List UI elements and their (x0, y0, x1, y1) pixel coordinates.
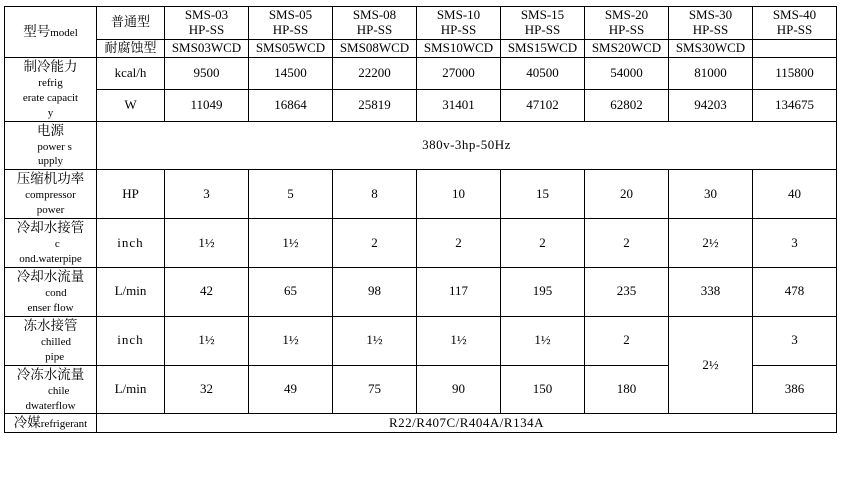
cell-model-corrosion-4: SMS15WCD (501, 39, 585, 57)
row-label-chilled-flow-cn: 冷冻水流量 (16, 366, 85, 382)
table-row-capacity-kcal (5, 57, 837, 89)
cell-cond-water-pipe-1: 1½ (249, 219, 333, 268)
row-label-compressor-cn: 压缩机功率 (16, 171, 85, 187)
table-row-model-normal (5, 7, 837, 40)
row-label-model-cn: 型号 (23, 23, 51, 39)
cell-condenser-flow-2: 98 (333, 268, 417, 317)
cell-condenser-flow-7: 478 (753, 268, 837, 317)
table-row-compressor (5, 170, 837, 219)
row-label-condenser-flow-en: cond enser flow (27, 286, 74, 314)
row-label-capacity (5, 57, 97, 121)
cell-capacity-kcal-6: 81000 (669, 57, 753, 89)
row-label-model-en: model (50, 26, 78, 39)
cell-unit-condenser-flow: L/min (97, 268, 165, 317)
cell-condenser-flow-1: 65 (249, 268, 333, 317)
cell-compressor-1: 5 (249, 170, 333, 219)
cell-chilled-flow-1: 49 (249, 365, 333, 414)
table-row-model-corrosion (5, 39, 837, 57)
cell-cond-water-pipe-7: 3 (753, 219, 837, 268)
cell-capacity-kcal-7: 115800 (753, 57, 837, 89)
cell-capacity-kcal-4: 40500 (501, 57, 585, 89)
row-label-compressor (5, 170, 97, 219)
row-label-chilled-pipe (5, 316, 97, 365)
cell-model-corrosion-3: SMS10WCD (417, 39, 501, 57)
row-label-capacity-en: refrig erate capacit y (22, 76, 79, 119)
cell-chilled-flow-4: 150 (501, 365, 585, 414)
row-label-chilled-flow (5, 365, 97, 414)
table-row-refrigerant (5, 414, 837, 433)
cell-cond-water-pipe-5: 2 (585, 219, 669, 268)
cell-unit-w: W (97, 89, 165, 121)
table-row-condenser-flow (5, 268, 837, 317)
cell-chilled-flow-7: 386 (753, 365, 837, 414)
cell-model-normal-0: SMS-03 HP-SS (165, 7, 249, 40)
row-label-cond-water-pipe-en: c ond.waterpipe (19, 238, 82, 266)
cell-chilled-pipe-0: 1½ (165, 316, 249, 365)
cell-capacity-kcal-1: 14500 (249, 57, 333, 89)
cell-model-corrosion-6: SMS30WCD (669, 39, 753, 57)
cell-chilled-flow-2: 75 (333, 365, 417, 414)
cell-capacity-w-5: 62802 (585, 89, 669, 121)
cell-chilled-pipe-4: 1½ (501, 316, 585, 365)
cell-model-corrosion-5: SMS20WCD (585, 39, 669, 57)
cell-chilled-flow-0: 32 (165, 365, 249, 414)
cell-capacity-kcal-0: 9500 (165, 57, 249, 89)
cell-capacity-kcal-3: 27000 (417, 57, 501, 89)
cell-compressor-6: 30 (669, 170, 753, 219)
cell-model-normal-2: SMS-08 HP-SS (333, 7, 417, 40)
cell-condenser-flow-0: 42 (165, 268, 249, 317)
cell-model-normal-1: SMS-05 HP-SS (249, 7, 333, 40)
row-label-chilled-pipe-cn: 冻水接管 (23, 317, 78, 333)
cell-model-normal-3: SMS-10 HP-SS (417, 7, 501, 40)
cell-refrigerant-value: R22/R407C/R404A/R134A (97, 414, 837, 433)
cell-model-normal-6: SMS-30 HP-SS (669, 7, 753, 40)
cell-capacity-kcal-2: 22200 (333, 57, 417, 89)
row-label-condenser-flow (5, 268, 97, 317)
cell-condenser-flow-4: 195 (501, 268, 585, 317)
cell-condenser-flow-6: 338 (669, 268, 753, 317)
cell-cond-water-pipe-6: 2½ (669, 219, 753, 268)
table-row-power-supply (5, 121, 837, 170)
cell-model-normal-5: SMS-20 HP-SS (585, 7, 669, 40)
cell-normal-type: 普通型 (97, 7, 165, 40)
cell-model-corrosion-7 (753, 39, 837, 57)
cell-unit-compressor: HP (97, 170, 165, 219)
cell-compressor-7: 40 (753, 170, 837, 219)
row-label-chilled-flow-en: chile dwaterflow (25, 384, 76, 412)
cell-capacity-kcal-5: 54000 (585, 57, 669, 89)
cell-model-corrosion-0: SMS03WCD (165, 39, 249, 57)
cell-compressor-0: 3 (165, 170, 249, 219)
cell-chilled-pipe-2: 1½ (333, 316, 417, 365)
cell-chilled-flow-3: 90 (417, 365, 501, 414)
cell-cond-water-pipe-4: 2 (501, 219, 585, 268)
cell-power-supply-value: 380v-3hp-50Hz (97, 121, 837, 170)
cell-capacity-w-7: 134675 (753, 89, 837, 121)
cell-capacity-w-3: 31401 (417, 89, 501, 121)
cell-corrosion-type: 耐腐蚀型 (97, 39, 165, 57)
specification-table (4, 6, 837, 433)
row-label-cond-water-pipe (5, 219, 97, 268)
cell-compressor-4: 15 (501, 170, 585, 219)
cell-capacity-w-2: 25819 (333, 89, 417, 121)
cell-unit-kcal: kcal/h (97, 57, 165, 89)
row-label-capacity-cn: 制冷能力 (23, 58, 78, 74)
row-label-refrigerant (5, 414, 97, 433)
cell-capacity-w-6: 94203 (669, 89, 753, 121)
cell-cond-water-pipe-3: 2 (417, 219, 501, 268)
cell-model-normal-4: SMS-15 HP-SS (501, 7, 585, 40)
cell-chilled-pipe-1: 1½ (249, 316, 333, 365)
table-row-capacity-w (5, 89, 837, 121)
cell-chilled-pipe-5: 2 (585, 316, 669, 365)
row-label-compressor-en: compressor power (25, 189, 76, 217)
cell-model-corrosion-1: SMS05WCD (249, 39, 333, 57)
cell-unit-chilled-flow: L/min (97, 365, 165, 414)
cell-condenser-flow-5: 235 (585, 268, 669, 317)
cell-model-normal-7: SMS-40 HP-SS (753, 7, 837, 40)
row-label-power-supply-en: power s upply (29, 140, 72, 168)
row-label-refrigerant-en: refrigerant (40, 418, 88, 431)
table-row-chilled-pipe (5, 316, 837, 365)
cell-unit-cond-water-pipe: inch (97, 219, 165, 268)
cell-unit-chilled-pipe: inch (97, 316, 165, 365)
cell-chilled-flow-5: 180 (585, 365, 669, 414)
row-label-chilled-pipe-en: chilled pipe (30, 335, 71, 363)
cell-chilled-pipe-7: 3 (753, 316, 837, 365)
cell-compressor-3: 10 (417, 170, 501, 219)
table-row-cond-water-pipe (5, 219, 837, 268)
cell-capacity-w-1: 16864 (249, 89, 333, 121)
row-label-power-supply-cn: 电源 (37, 122, 64, 138)
row-label-cond-water-pipe-cn: 冷却水接管 (16, 220, 85, 236)
cell-capacity-w-4: 47102 (501, 89, 585, 121)
row-label-model (5, 7, 97, 58)
cell-compressor-2: 8 (333, 170, 417, 219)
cell-cond-water-pipe-0: 1½ (165, 219, 249, 268)
cell-condenser-flow-3: 117 (417, 268, 501, 317)
cell-chilled-pipe-3: 1½ (417, 316, 501, 365)
cell-cond-water-pipe-2: 2 (333, 219, 417, 268)
cell-compressor-5: 20 (585, 170, 669, 219)
row-label-condenser-flow-cn: 冷却水流量 (16, 269, 85, 284)
cell-capacity-w-0: 11049 (165, 89, 249, 121)
cell-model-corrosion-2: SMS08WCD (333, 39, 417, 57)
row-label-refrigerant-cn: 冷媒 (13, 415, 41, 431)
row-label-power-supply (5, 121, 97, 170)
cell-chilled-pipe-6: 2½ (669, 316, 753, 414)
